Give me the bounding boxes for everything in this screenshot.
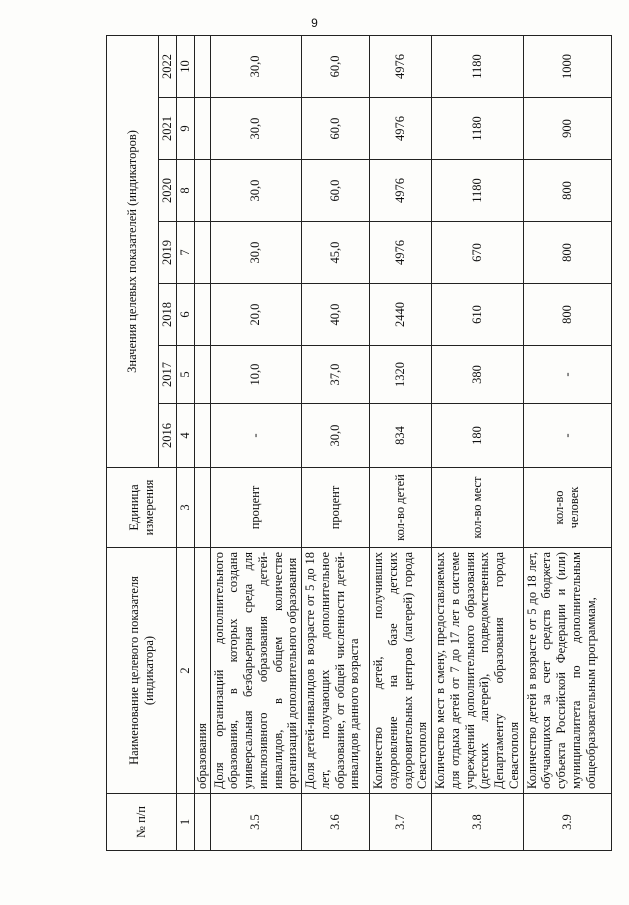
header-year: 2017 [159, 346, 177, 404]
value-cell: 610 [432, 284, 524, 346]
value-cell: 380 [432, 346, 524, 404]
row-number: 3.9 [523, 794, 611, 851]
value-cell: 30,0 [210, 222, 302, 284]
header-values-group: Значения целевых показателей (индикаторов) [107, 35, 159, 467]
indicators-table [106, 35, 612, 851]
table-row [432, 35, 524, 850]
header-unit: Единица измерения [107, 468, 177, 548]
value-cell: - [523, 404, 611, 468]
column-number: 7 [177, 222, 195, 284]
section-continuation-row [194, 35, 210, 850]
value-cell: 30,0 [210, 98, 302, 160]
rotated-table-container [106, 36, 598, 851]
value-cell: 900 [523, 98, 611, 160]
value-cell: 834 [370, 404, 432, 468]
table-row [370, 35, 432, 850]
column-number: 2 [177, 548, 195, 794]
value-cell: 800 [523, 284, 611, 346]
indicator-name: Количество детей в возрасте от 5 до 18 лет, обучающихся за счет средств бюджета субъекта Российской Федерации и (или) муниципалитета по дополнительным общеобразовательным программам, [523, 548, 611, 794]
column-number: 10 [177, 35, 195, 97]
value-cell: 2440 [370, 284, 432, 346]
value-cell: 670 [432, 222, 524, 284]
unit: кол-во мест [432, 468, 524, 548]
value-cell: 4976 [370, 222, 432, 284]
indicator-name: Количество детей, получивших оздоровление на базе детских оздоровительных центров (лагерей) города Севастополя [370, 548, 432, 794]
value-cell: 60,0 [302, 98, 370, 160]
header-year: 2016 [159, 404, 177, 468]
indicator-name: Количество мест в смену, предоставляемых для отдыха детей от 7 до 17 лет в системе учреждений дополнительного образования (детских лагерей), подведомственных Департаменту образования города Севастополя [432, 548, 524, 794]
column-number: 5 [177, 346, 195, 404]
value-cell: 1000 [523, 35, 611, 97]
unit: кол-во детей [370, 468, 432, 548]
value-cell: - [210, 404, 302, 468]
value-cell: 1180 [432, 160, 524, 222]
row-number: 3.6 [302, 794, 370, 851]
value-cell: 60,0 [302, 160, 370, 222]
row-number: 3.8 [432, 794, 524, 851]
header-year: 2019 [159, 222, 177, 284]
value-cell: 800 [523, 222, 611, 284]
row-number: 3.7 [370, 794, 432, 851]
value-cell: 60,0 [302, 35, 370, 97]
unit: процент [302, 468, 370, 548]
value-cell: 45,0 [302, 222, 370, 284]
column-number: 4 [177, 404, 195, 468]
value-cell: - [523, 346, 611, 404]
header-year: 2020 [159, 160, 177, 222]
unit: кол-во человек [523, 468, 611, 548]
header-row-1 [107, 35, 159, 850]
value-cell: 30,0 [210, 160, 302, 222]
column-number: 3 [177, 468, 195, 548]
value-cell: 10,0 [210, 346, 302, 404]
value-cell: 1320 [370, 346, 432, 404]
table-row [523, 35, 611, 850]
value-cell: 20,0 [210, 284, 302, 346]
value-cell: 800 [523, 160, 611, 222]
value-cell: 40,0 [302, 284, 370, 346]
header-name: Наименование целевого показателя (индикатора) [107, 548, 177, 794]
value-cell: 180 [432, 404, 524, 468]
section-continuation-text: образования [194, 548, 210, 794]
value-cell: 4976 [370, 35, 432, 97]
value-cell: 37,0 [302, 346, 370, 404]
value-cell: 4976 [370, 98, 432, 160]
header-year: 2021 [159, 98, 177, 160]
unit: процент [210, 468, 302, 548]
column-number: 8 [177, 160, 195, 222]
table-row [302, 35, 370, 850]
value-cell: 1180 [432, 98, 524, 160]
indicator-name: Доля детей-инвалидов в возрасте от 5 до 18 лет, получающих дополнительное образование, от общей численности детей-инвалидов данного возраста [302, 548, 370, 794]
indicator-name: Доля организаций дополнительного образования, в которых создана универсальная безбарьерная среда для инклюзивного образования детей-инвалидов, в общем количестве организаций дополнительного образования [210, 548, 302, 794]
column-number-row [177, 35, 195, 850]
value-cell: 4976 [370, 160, 432, 222]
header-year: 2022 [159, 35, 177, 97]
value-cell: 1180 [432, 35, 524, 97]
header-num: № п/п [107, 794, 177, 851]
column-number: 1 [177, 794, 195, 851]
header-year: 2018 [159, 284, 177, 346]
table-row [210, 35, 302, 850]
row-number: 3.5 [210, 794, 302, 851]
column-number: 9 [177, 98, 195, 160]
value-cell: 30,0 [302, 404, 370, 468]
page-number: 9 [311, 16, 318, 30]
value-cell: 30,0 [210, 35, 302, 97]
column-number: 6 [177, 284, 195, 346]
